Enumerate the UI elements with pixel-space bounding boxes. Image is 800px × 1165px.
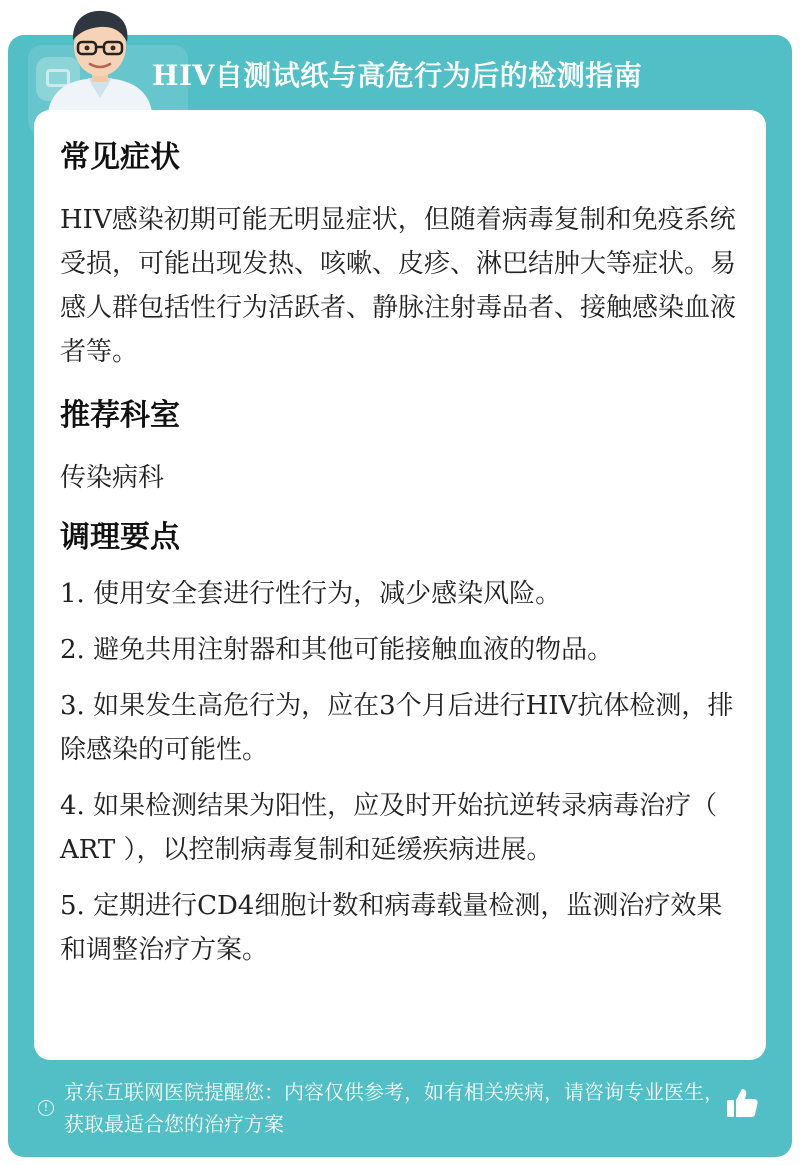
department-section <box>60 396 740 500</box>
thumbs-up-icon[interactable] <box>724 1085 760 1121</box>
footer-text: 京东互联网医院提醒您：内容仅供参考，如有相关疾病，请咨询专业医生，获取最适合您的治疗方案 <box>64 1080 724 1136</box>
care-list <box>60 572 740 972</box>
care-section <box>60 518 740 972</box>
department-text: 传染病科 <box>60 463 165 493</box>
content-card <box>34 110 766 1060</box>
symptoms-section <box>60 138 740 374</box>
page-title: HIV自测试纸与高危行为后的检测指南 <box>152 59 643 92</box>
doctor-avatar-icon <box>42 6 158 112</box>
symptoms-heading: 常见症状 <box>60 140 180 175</box>
care-item: 3. 如果发生高危行为，应在3个月后进行HIV抗体检测，排除感染的可能性。 <box>60 691 734 765</box>
department-heading: 推荐科室 <box>60 398 180 433</box>
info-icon: ! <box>38 1100 54 1116</box>
care-item: 1. 使用安全套进行性行为，减少感染风险。 <box>60 579 562 609</box>
symptoms-text: HIV感染初期可能无明显症状，但随着病毒复制和免疫系统受损，可能出现发热、咳嗽、皮疹、淋巴结肿大等症状。易感人群包括性行为活跃者、静脉注射毒品者、接触感染血液者等。 <box>60 205 737 367</box>
care-item: 5. 定期进行CD4细胞计数和病毒载量检测，监测治疗效果和调整治疗方案。 <box>60 891 723 965</box>
care-heading: 调理要点 <box>60 520 180 555</box>
care-item: 2. 避免共用注射器和其他可能接触血液的物品。 <box>60 635 614 665</box>
care-item: 4. 如果检测结果为阳性，应及时开始抗逆转录病毒治疗（ ART ），以控制病毒复制和延缓疾病进展。 <box>60 791 718 865</box>
